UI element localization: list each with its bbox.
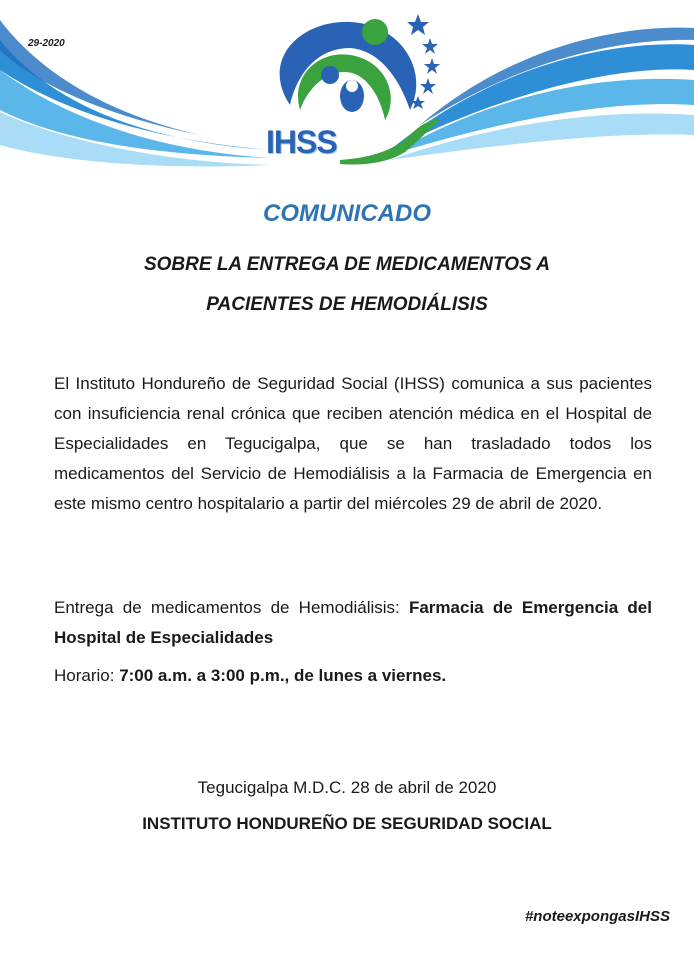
body-paragraph: El Instituto Hondureño de Seguridad Social (IHSS) comunica a sus pacientes con insuficiencia renal crónica que reciben atención médica en el Hospital de Especialidades en Tegucigalpa, que se han trasladado todos los medicamentos del Servicio de Hemodiálisis a la Farmacia de Emergencia en este mismo centro hospitalario a partir del miércoles 29 de abril de 2020.	[54, 374, 652, 513]
subtitle-line-1: SOBRE LA ENTREGA DE MEDICAMENTOS A	[143, 254, 551, 275]
ihss-logo-icon	[280, 19, 417, 120]
header-decoration	[0, 0, 694, 190]
document-number: 29-2020	[28, 38, 65, 49]
subtitle-line-2: PACIENTES DE HEMODIÁLISIS	[206, 294, 488, 315]
schedule-value: 7:00 a.m. a 3:00 p.m., de lunes a viernes.	[119, 666, 447, 685]
logo-text: IHSS	[266, 124, 337, 160]
page-title: COMUNICADO	[263, 200, 431, 227]
wave-decoration-left	[0, 20, 270, 166]
schedule-paragraph	[54, 661, 652, 691]
delivery-label: Entrega de medicamentos de Hemodiálisis:	[54, 598, 409, 617]
delivery-place: Farmacia de Emergencia del Hospital de Especialidades	[54, 598, 652, 647]
hashtag: #noteexpongasIHSS	[524, 908, 670, 925]
wave-decoration-right	[390, 28, 694, 160]
schedule-label: Horario:	[54, 666, 120, 685]
place-date: Tegucigalpa M.D.C. 28 de abril de 2020	[197, 778, 497, 797]
delivery-paragraph	[54, 593, 652, 653]
institution-name: INSTITUTO HONDUREÑO DE SEGURIDAD SOCIAL	[142, 814, 552, 833]
